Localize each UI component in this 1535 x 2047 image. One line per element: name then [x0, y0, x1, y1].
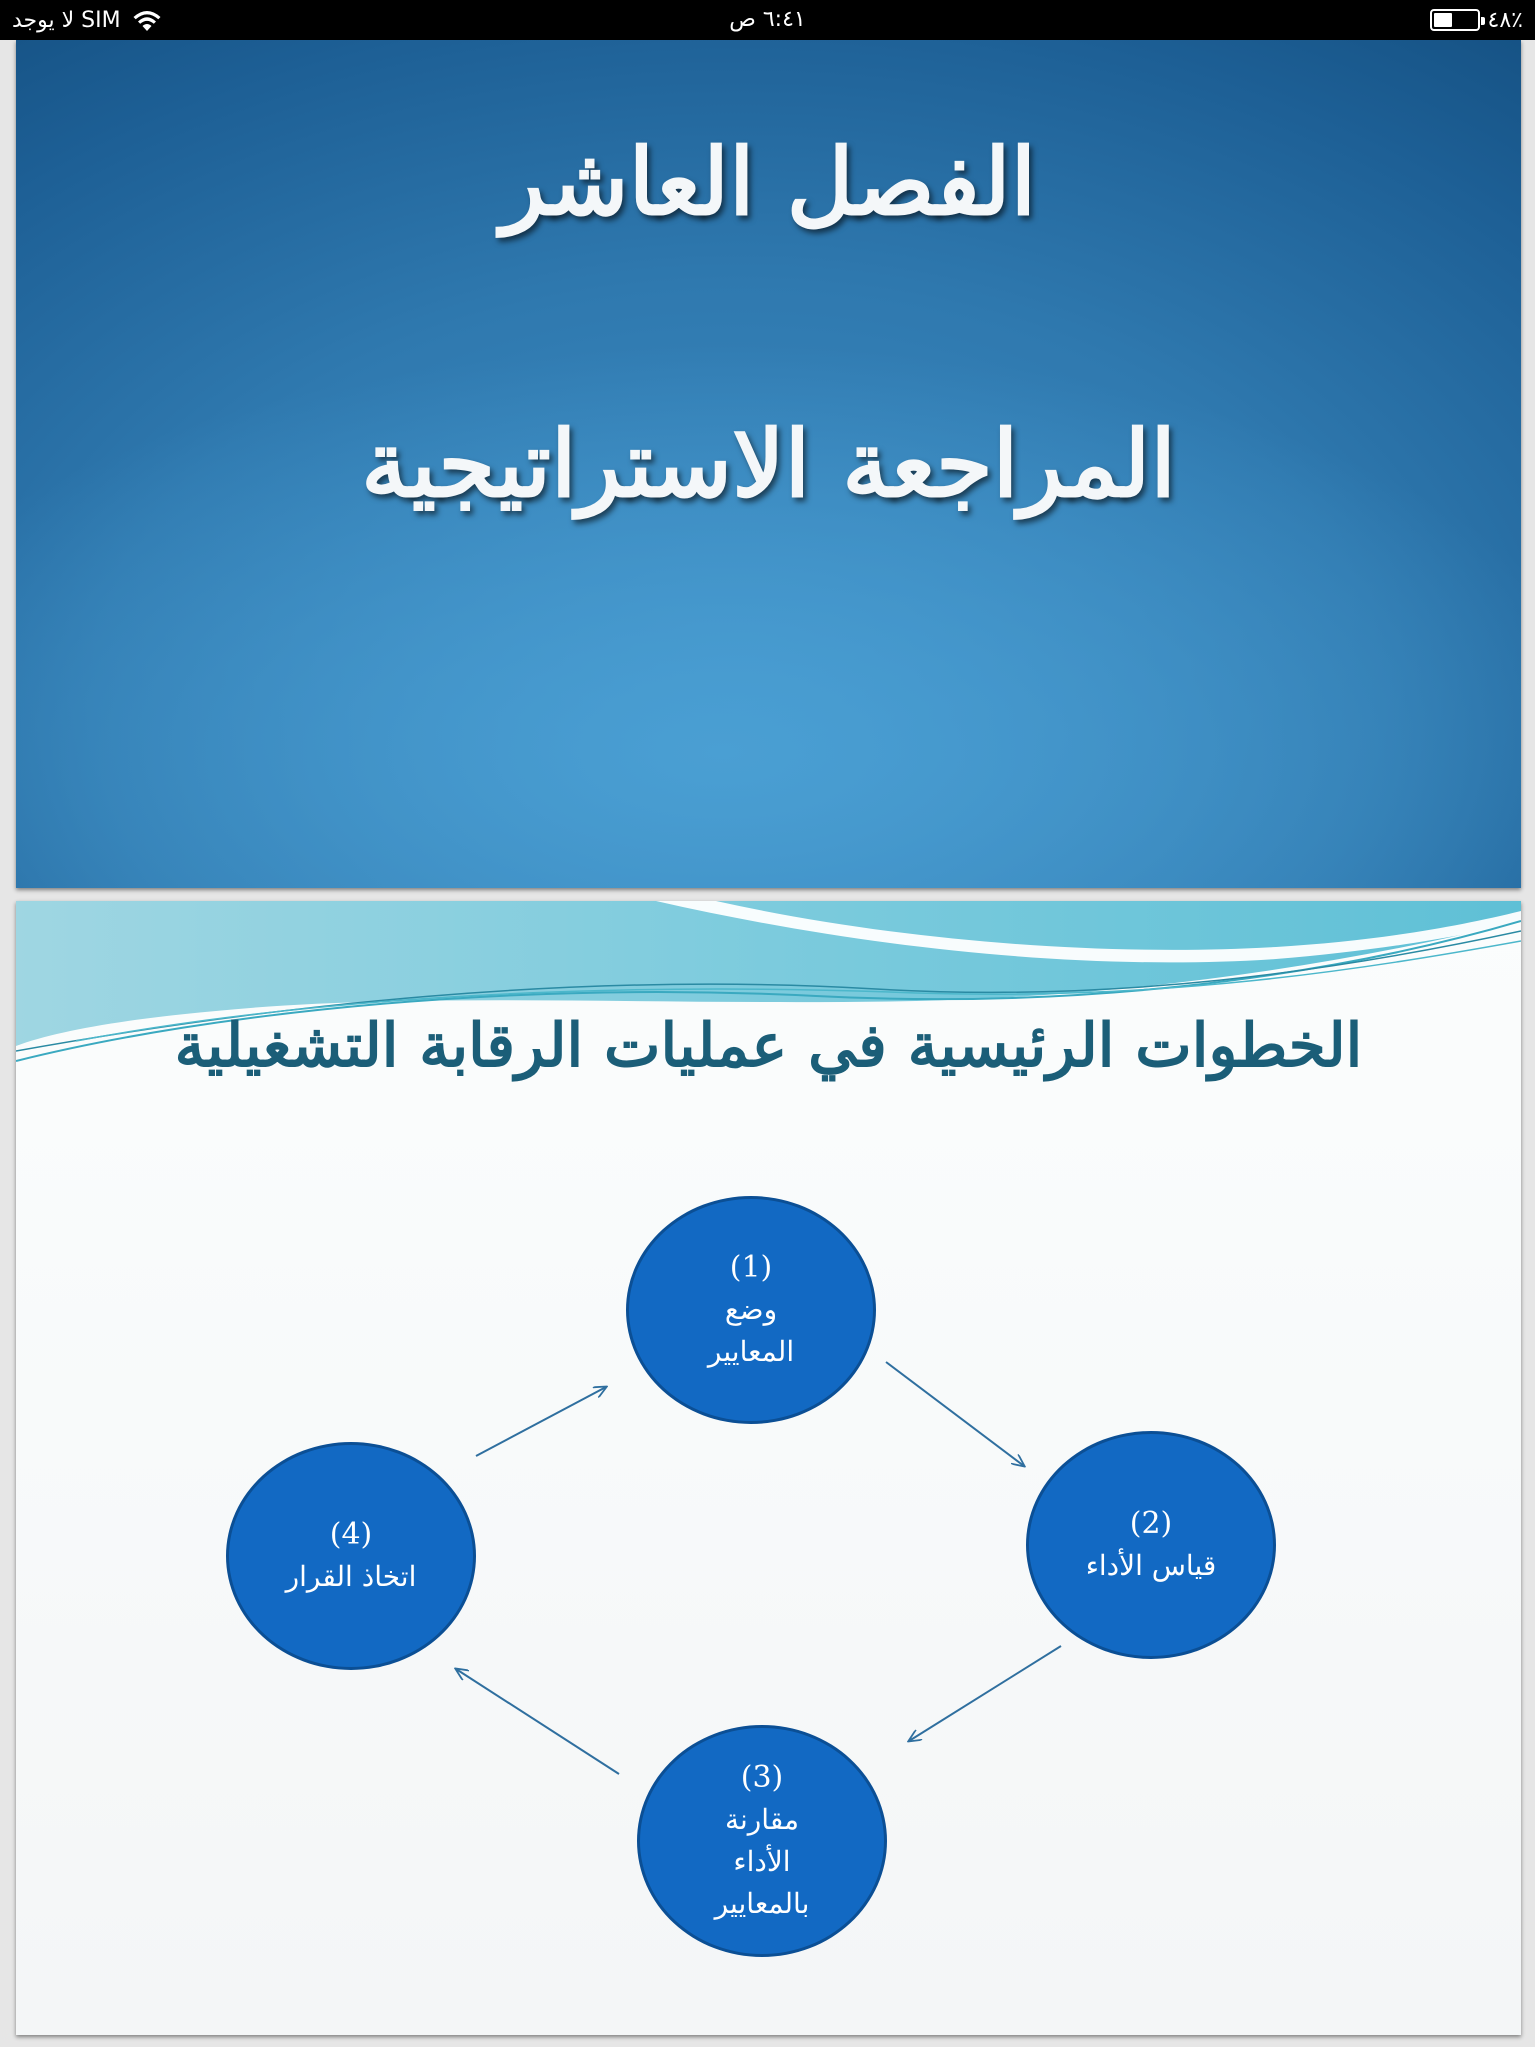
- step-number: (1): [729, 1250, 773, 1285]
- step-label: وضع المعايير: [707, 1293, 795, 1368]
- arrow-3-to-4: [456, 1669, 619, 1774]
- step-label: قياس الأداء: [1085, 1549, 1217, 1582]
- step-label: اتخاذ القرار: [285, 1560, 417, 1593]
- step-number: (2): [1129, 1506, 1173, 1541]
- slide-title: الخطوات الرئيسية في عمليات الرقابة التشغيلية: [174, 1011, 1363, 1081]
- step-number: (4): [329, 1517, 373, 1552]
- control-cycle-diagram: [16, 901, 1521, 2035]
- battery-percent: ٤٨٪: [1487, 7, 1523, 33]
- step-node-3: [637, 1725, 887, 1957]
- arrow-2-to-3: [909, 1646, 1061, 1741]
- arrow-4-to-1: [476, 1387, 606, 1456]
- chapter-subtitle: المراجعة الاستراتيجية: [361, 410, 1176, 518]
- slide-2[interactable]: [16, 901, 1521, 2035]
- step-node-4: [226, 1442, 476, 1670]
- battery-icon: [1430, 9, 1480, 31]
- clock: ٦:٤١ ص: [729, 7, 806, 32]
- arrow-1-to-2: [886, 1362, 1024, 1466]
- chapter-title: الفصل العاشر: [500, 128, 1037, 236]
- carrier-text: لا يوجد SIM: [12, 7, 121, 33]
- step-number: (3): [740, 1760, 784, 1795]
- status-bar: [0, 0, 1535, 40]
- step-node-1: [626, 1196, 876, 1424]
- step-node-2: [1026, 1431, 1276, 1659]
- step-label: مقارنة الأداء بالمعايير: [714, 1803, 810, 1920]
- slide-1[interactable]: [16, 40, 1521, 888]
